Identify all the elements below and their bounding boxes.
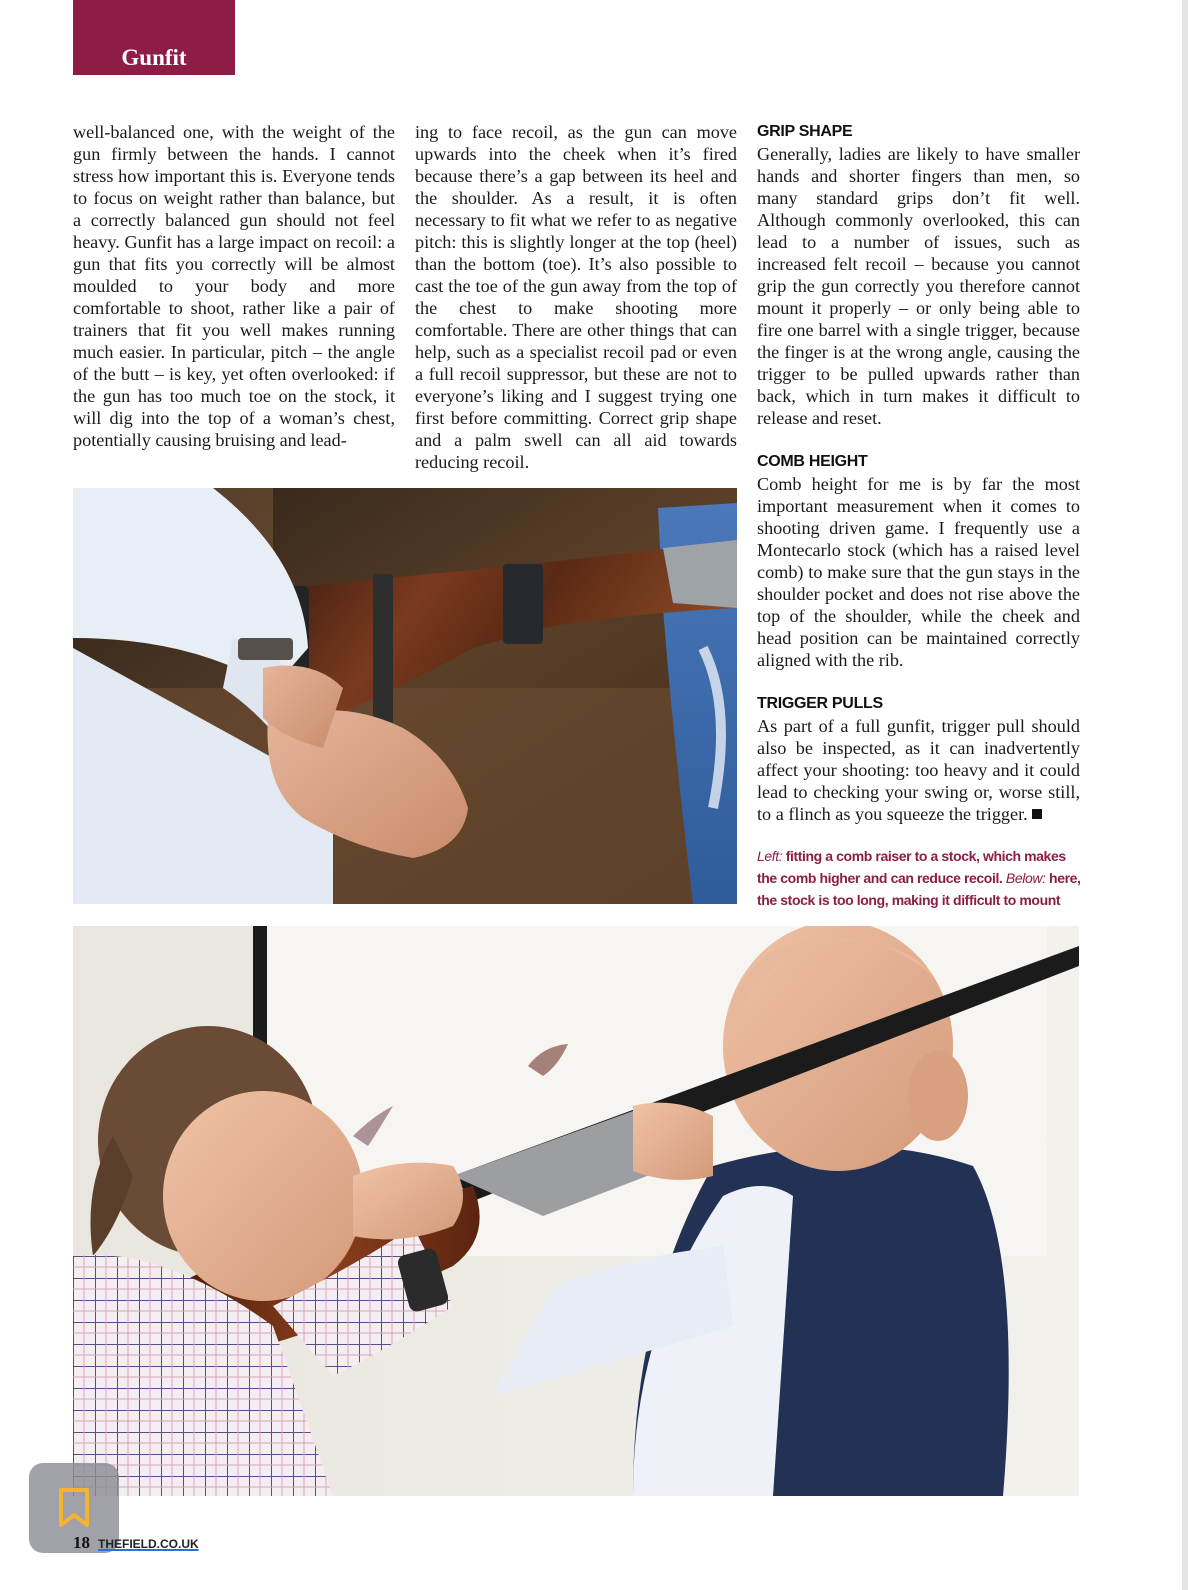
grip-shape-section xyxy=(757,121,1080,429)
bookmark-icon xyxy=(57,1487,91,1529)
end-mark-icon xyxy=(1032,809,1042,819)
trigger-pulls-body xyxy=(757,715,1080,825)
photo-stock-too-long xyxy=(73,926,1079,1496)
comb-height-heading: COMB HEIGHT xyxy=(757,453,868,470)
trigger-pulls-text: As part of a full gunfit, trigger pull should also be inspected, as it can inadvertently affect your shooting: too heavy and it could lead to checking your swing or, worse still, to a flinch as you squeeze the trigger. xyxy=(757,716,1080,824)
comb-height-body: Comb height for me is by far the most important measurement when it comes to shooting driven game. I frequently use a Montecarlo stock (which has a raised level comb) to make sure that the gun stays in the shoulder pocket and does not rise above the top of the shoulder, while the cheek and head position can be maintained correctly aligned with the rib. xyxy=(757,474,1080,670)
site-link[interactable]: THEFIELD.CO.UK xyxy=(98,1537,199,1551)
page-footer xyxy=(73,1533,199,1553)
article-column-1 xyxy=(73,121,395,451)
photo-caption xyxy=(757,845,1087,911)
caption-below-label: Below: xyxy=(1002,870,1046,886)
section-tab xyxy=(73,0,235,75)
grip-shape-heading: GRIP SHAPE xyxy=(757,123,853,140)
caption-left-text: fitting a comb raiser to a stock, which makes the comb higher and can reduce recoil. xyxy=(757,848,1066,886)
caption-left-label: Left: xyxy=(757,848,783,864)
trigger-pulls-section xyxy=(757,693,1080,825)
trigger-pulls-heading: TRIGGER PULLS xyxy=(757,695,883,712)
caption-below-text: here, the stock is too long, making it difficult to mount xyxy=(757,870,1081,908)
article-column-3 xyxy=(757,121,1080,847)
section-label: Gunfit xyxy=(121,45,187,70)
page-number: 18 xyxy=(73,1533,90,1552)
comb-height-section xyxy=(757,451,1080,671)
column-2-text: ing to face recoil, as the gun can move upwards into the cheek when it’s fired because there’s a gap between its heel and the shoulder. As a result, it is often necessary to fit what we refer to as negative pitch: this is slightly longer at the top (heel) than the bottom (toe). It’s also possible to cast the toe of the gun away from the top of the chest to make shooting more comfortable. There are other things that can help, such as a specialist recoil pad or even a full recoil suppressor, but these are not to everyone’s liking and I suggest trying one first before committing. Correct grip shape and a palm swell can all aid towards reducing recoil. xyxy=(415,122,737,472)
grip-shape-body: Generally, ladies are likely to have smaller hands and shorter fingers than men, so many standard grips don’t fit well. Although commonly overlooked, this can lead to a number of issues, such as increased felt recoil – because you cannot grip the gun correctly you therefore cannot mount it properly – or only being able to fire one barrel with a single trigger, because the finger is at the wrong angle, causing the trigger to be pulled upwards rather than back, which in turn makes it difficult to release and reset. xyxy=(757,144,1080,428)
photo-comb-raiser xyxy=(73,488,737,904)
article-column-2 xyxy=(415,121,737,473)
page-edge xyxy=(1182,0,1188,1590)
column-1-text: well-balanced one, with the weight of the gun firmly between the hands. I cannot stress how important this is. Everyone tends to focus on weight rather than balance, but a correctly balanced gun should not feel heavy. Gunfit has a large impact on recoil: a gun that fits you correctly will be almost moulded to your body and more comfortable to shoot, rather like a pair of trainers that fit you well makes running much easier. In particular, pitch – the angle of the butt – is key, yet often overlooked: if the gun has too much toe on the stock, it will dig into the top of a woman’s chest, potentially causing bruising and lead- xyxy=(73,122,395,450)
